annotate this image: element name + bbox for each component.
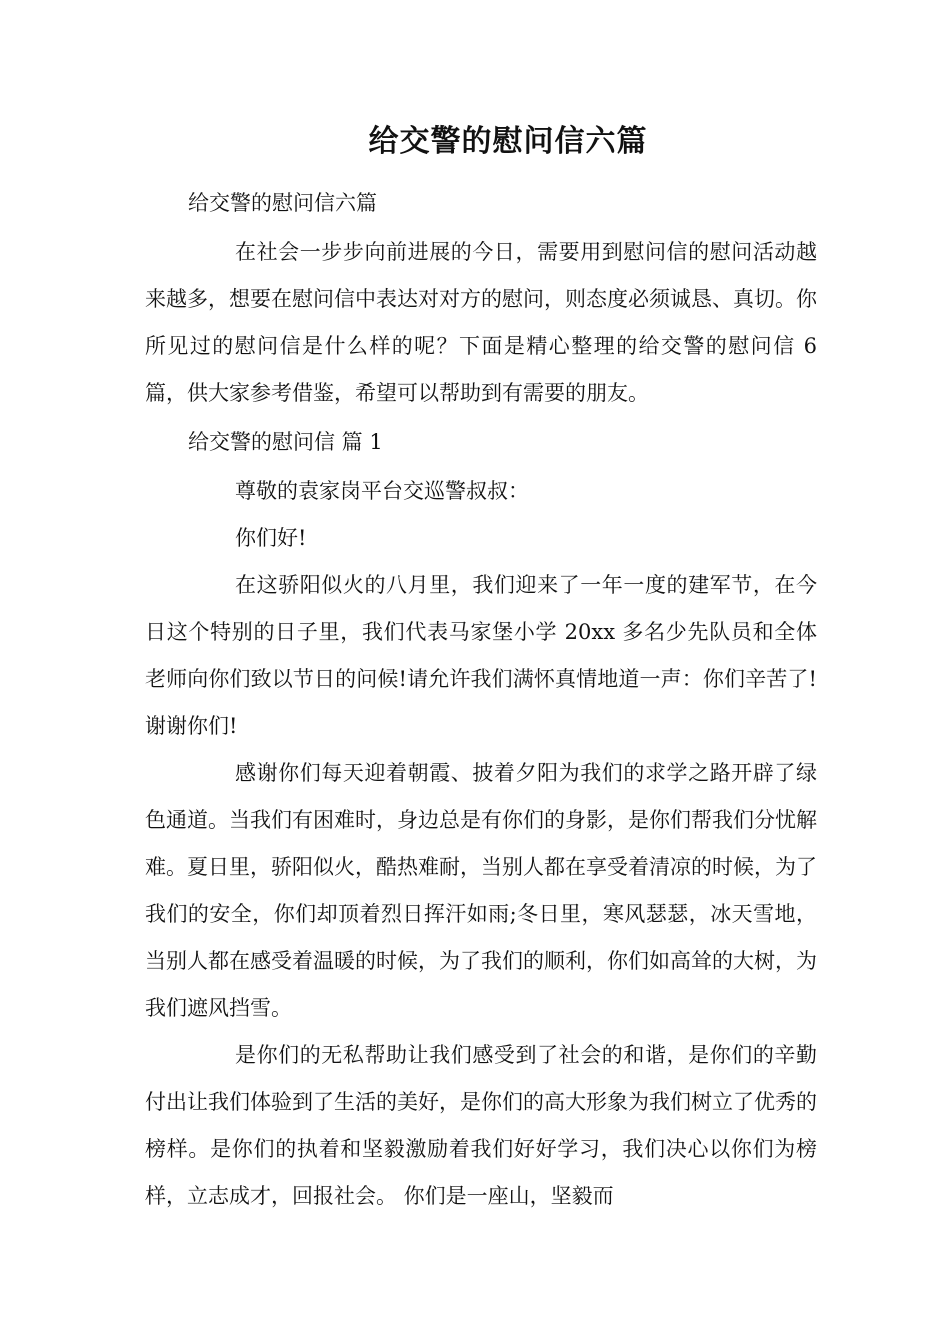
greeting: 你们好! — [235, 526, 307, 550]
intro-paragraph: 在社会一步步向前进展的今日，需要用到慰问信的慰问活动越来越多，想要在慰问信中表达对对方的慰问，则态度必须诚恳、真切。你所见过的慰问信是什么样的呢？下面是精心整理的给交警的慰问信 6 篇，供大家参考借鉴，希望可以帮助到有需要的朋友。 — [145, 240, 817, 405]
section-heading: 给交警的慰问信 篇 1 — [188, 430, 383, 454]
body-paragraph-3: 是你们的无私帮助让我们感受到了社会的和谐，是你们的辛勤付出让我们体验到了生活的美好，是你们的高大形象为我们树立了优秀的榜样。是你们的执着和坚毅激励着我们好好学习，我们决心以你们为榜样，立志成才，回报社会。 你们是一座山，坚毅而 — [145, 1043, 817, 1208]
document-title: 给交警的慰问信六篇 — [368, 124, 648, 159]
salutation: 尊敬的袁家岗平台交巡警叔叔： — [235, 479, 529, 503]
body-paragraph-1: 在这骄阳似火的八月里，我们迎来了一年一度的建军节，在今日这个特别的日子里，我们代表马家堡小学 20xx 多名少先队员和全体老师向你们致以节日的问候!请允许我们满怀真情地道一声：你们辛苦了!谢谢你们! — [145, 573, 817, 738]
body-paragraph-2: 感谢你们每天迎着朝霞、披着夕阳为我们的求学之路开辟了绿色通道。当我们有困难时，身边总是有你们的身影，是你们帮我们分忧解难。夏日里，骄阳似火，酷热难耐，当别人都在享受着清凉的时候，为了我们的安全，你们却顶着烈日挥汗如雨;冬日里，寒风瑟瑟，冰天雪地，当别人都在感受着温暖的时候，为了我们的顺利，你们如高耸的大树，为我们遮风挡雪。 — [145, 761, 817, 1020]
document-subtitle: 给交警的慰问信六篇 — [188, 191, 377, 215]
document-body — [145, 180, 817, 1220]
